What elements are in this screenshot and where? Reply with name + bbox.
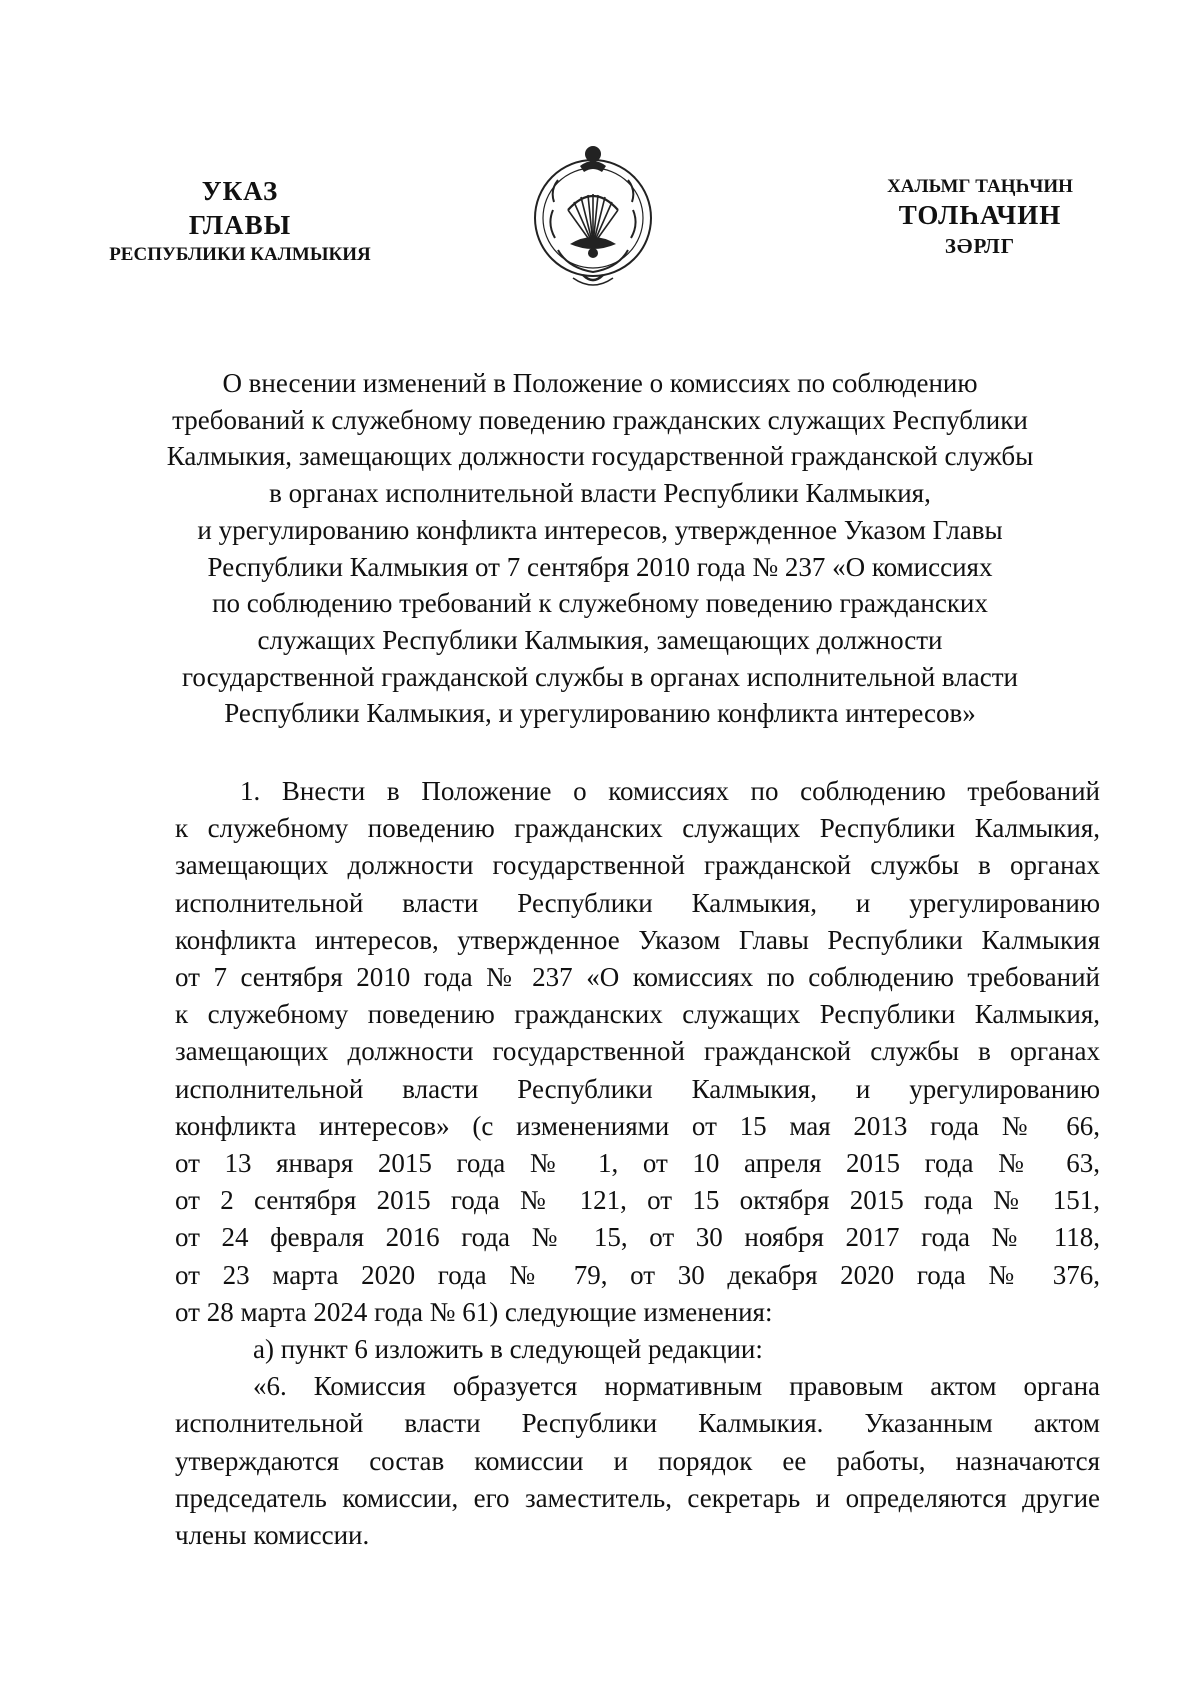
title-line: в органах исполнительной власти Республики Калмыкия, — [269, 478, 931, 509]
kalmykia-coat-of-arms-icon — [528, 140, 658, 290]
paragraph-3-line: исполнительной власти Республики Калмыкия. Указанным актом — [175, 1408, 1100, 1439]
header-right-line1: ХАЛЬМГ ТАҢҺЧИН — [887, 176, 1073, 197]
title-line: государственной гражданской службы в органах исполнительной власти — [182, 661, 1018, 692]
paragraph-1-line: от 23 марта 2020 года № 79, от 30 декабря 2020 года № 376, — [175, 1259, 1100, 1290]
paragraph-1-line: исполнительной власти Республики Калмыкия, и урегулированию — [175, 887, 1100, 918]
paragraph-1-line: от 7 сентября 2010 года № 237 «О комиссиях по соблюдению требований — [175, 962, 1100, 993]
header-right — [840, 175, 1120, 259]
title-line: Калмыкия, замещающих должности государственной гражданской службы — [166, 441, 1034, 472]
paragraph-1-line: 1. Внести в Положение о комиссиях по соблюдению требований — [240, 776, 1100, 806]
title-line: Республики Калмыкия, и урегулированию конфликта интересов» — [224, 698, 976, 729]
title-line: О внесении изменений в Положение о комиссиях по соблюдению — [222, 368, 978, 398]
title-line: требований к служебному поведению гражданских служащих Республики — [172, 404, 1028, 435]
paragraph-3-line: утверждаются состав комиссии и порядок ее работы, назначаются — [175, 1445, 1100, 1476]
paragraph-3-line: члены комиссии. — [175, 1520, 370, 1551]
paragraph-1-line: замещающих должности государственной гражданской службы в органах — [175, 850, 1100, 881]
paragraph-1-line: к служебному поведению гражданских служащих Республики Калмыкия, — [175, 999, 1100, 1030]
paragraph-1-line: от 13 января 2015 года № 1, от 10 апреля 2015 года № 63, — [175, 1148, 1100, 1179]
document-body — [175, 773, 1100, 1554]
header-right-line3: ЗӘРЛГ — [944, 233, 1016, 258]
paragraph-1-line: от 24 февраля 2016 года № 15, от 30 ноября 2017 года № 118, — [175, 1222, 1100, 1253]
header-left-line3: РЕСПУБЛИКИ КАЛМЫКИЯ — [109, 243, 371, 265]
header-left-line1: УКАЗ — [201, 176, 279, 206]
paragraph-1-line: к служебному поведению гражданских служащих Республики Калмыкия, — [175, 813, 1100, 844]
paragraph-3-line: председатель комиссии, его заместитель, секретарь и определяются другие — [175, 1482, 1100, 1513]
document-title — [150, 365, 1050, 732]
header-left-line2: ГЛАВЫ — [188, 209, 292, 240]
title-line: по соблюдению требований к служебному поведению гражданских — [212, 588, 988, 619]
paragraph-1-line: замещающих должности государственной гражданской службы в органах — [175, 1036, 1100, 1067]
title-line: Республики Калмыкия от 7 сентября 2010 года № 237 «О комиссиях — [207, 551, 993, 582]
paragraph-1-line: от 28 марта 2024 года № 61) следующие изменения: — [175, 1296, 773, 1327]
paragraph-1-line: исполнительной власти Республики Калмыкия, и урегулированию — [175, 1073, 1100, 1104]
header-right-line2: ТОЛҺАЧИН — [898, 199, 1062, 230]
paragraph-1-line: от 2 сентября 2015 года № 121, от 15 октября 2015 года № 151, — [175, 1185, 1100, 1216]
paragraph-3-line: «6. Комиссия образуется нормативным правовым актом органа — [253, 1371, 1100, 1402]
paragraph-1-line: конфликта интересов, утвержденное Указом Главы Республики Калмыкия — [175, 924, 1100, 955]
paragraph-2: а) пункт 6 изложить в следующей редакции: — [253, 1334, 763, 1365]
title-line: и урегулированию конфликта интересов, утвержденное Указом Главы — [197, 514, 1003, 545]
title-line: служащих Республики Калмыкия, замещающих должности — [257, 624, 943, 655]
paragraph-1-line: конфликта интересов» (с изменениями от 15 мая 2013 года № 66, — [175, 1110, 1100, 1141]
header-left — [80, 175, 400, 266]
